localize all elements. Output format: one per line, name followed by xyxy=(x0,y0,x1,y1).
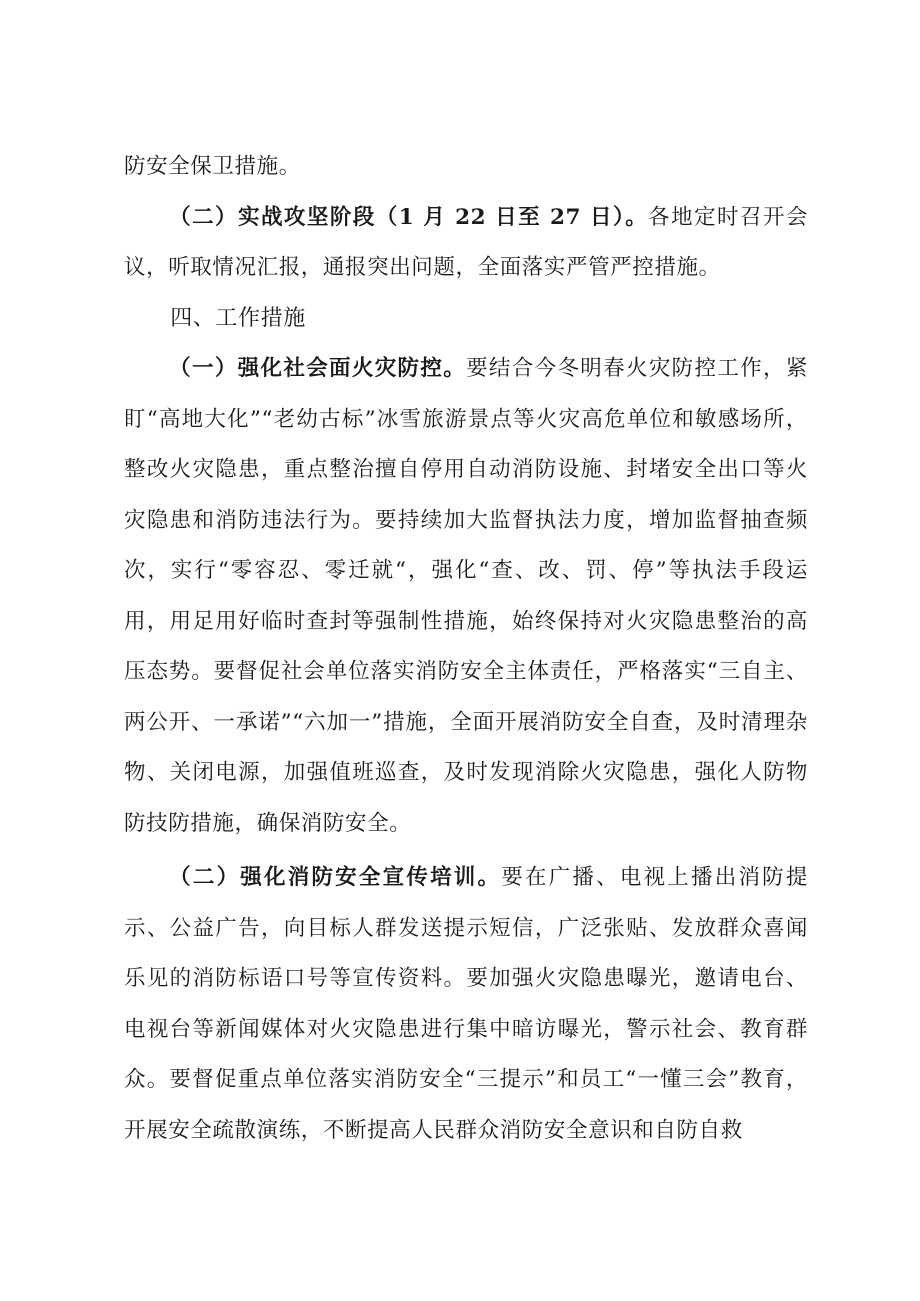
paragraph-lead: （二）实战攻坚阶段（1 月 22 日至 27 日）。 xyxy=(169,204,649,230)
document-page xyxy=(124,142,808,1156)
paragraph-text: 各地定时召开会议，听取情况汇报，通报突出问题，全面落实严管严控措施。 xyxy=(124,204,809,280)
paragraph-continuation xyxy=(124,142,808,193)
paragraph-fire-control xyxy=(124,344,808,849)
paragraph-text: 要在广播、电视上播出消防提示、公益广告，向目标人群发送提示短信，广泛张贴、发放群众喜闻乐见的消防标语口号等宣传资料。要加强火灾隐患曝光，邀请电台、电视台等新闻媒体对火灾隐患进行集中暗访曝光，警示社会、教育群众。要督促重点单位落实消防安全“三提示”和员工“一懂三会”教育，开展安全疏散演练，不断提高人民群众消防安全意识和自防自救 xyxy=(124,865,808,1143)
paragraph-lead: （二）强化消防安全宣传培训。 xyxy=(169,865,502,890)
paragraph-practical-stage xyxy=(124,193,808,294)
section-heading: 四、工作措施 xyxy=(170,305,306,331)
paragraph-text: 要结合今冬明春火灾防控工作，紧盯“高地大化”“老幼古标”冰雪旅游景点等火灾高危单位和敏感场所，整改火灾隐患，重点整治擅自停用自动消防设施、封堵安全出口等火灾隐患和消防违法行为。要持续加大监督执法力度，增加监督抽查频次，实行“零容忍、零迁就“，强化“查、改、罚、停”等执法手段运用，用足用好临时查封等强制性措施，始终保持对火灾隐患整治的高压态势。要督促社会单位落实消防安全主体责任，严格落实“三自主、两公开、一承诺”“六加一”措施，全面开展消防安全自查，及时清理杂物、关闭电源，加强值班巡查，及时发现消除火灾隐患，强化人防物防技防措施，确保消防安全。 xyxy=(124,356,808,836)
paragraph-text: 防安全保卫措施。 xyxy=(124,154,301,179)
paragraph-publicity-training xyxy=(124,853,808,1156)
paragraph-lead: （一）强化社会面火灾防控。 xyxy=(169,356,467,381)
